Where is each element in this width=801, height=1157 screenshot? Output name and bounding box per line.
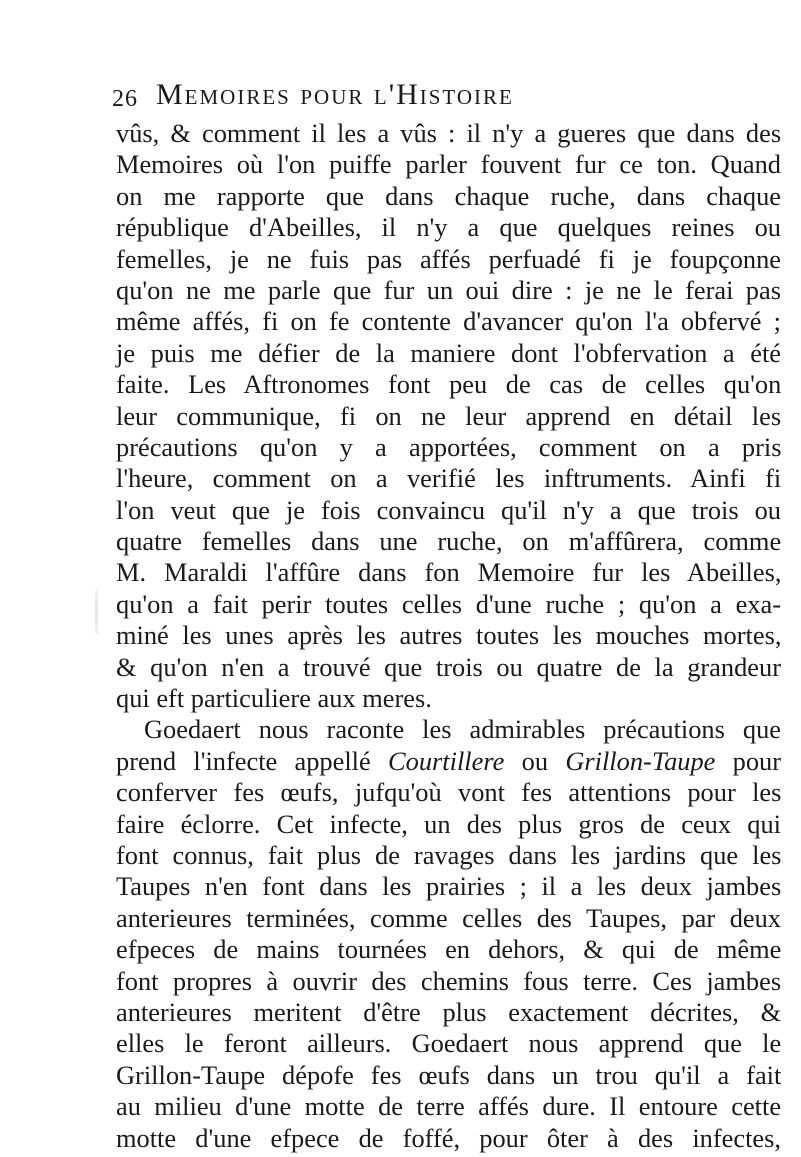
italic-term: Grillon-Taupe	[565, 745, 716, 776]
text-line: femelles, je ne fuis pas affés perfuadé fi je foupçonne	[116, 243, 781, 274]
text-segment: prend l'infecte appellé	[116, 745, 371, 776]
text-line: Memoires où l'on puiffe parler fouvent fur ce ton. Quand	[116, 149, 781, 180]
text-line: font propres à ouvrir des chemins fous terre. Ces jambes	[116, 965, 782, 996]
text-line: anterieures terminées, comme celles des Taupes, par deux	[116, 902, 781, 933]
text-line: république d'Abeilles, il n'y a que quelques reines ou	[116, 212, 781, 243]
text-line: on me rapporte que dans chaque ruche, dans chaque	[116, 180, 781, 211]
text-line: Grillon-Taupe dépofe fes œufs dans un trou qu'il a fait	[116, 1059, 782, 1090]
text-line: vûs, & comment il les a vûs : il n'y a gueres que dans des	[116, 118, 782, 148]
text-line: M. Maraldi l'affûre dans fon Memoire fur les Abeilles,	[116, 557, 782, 588]
text-line: conferver fes œufs, jufqu'où vont fes attentions pour les	[116, 777, 782, 808]
text-line: précautions qu'on y a apportées, comment on a pris	[116, 431, 782, 462]
text-line: Taupes n'en font dans les prairies ; il a les deux jambes	[116, 871, 782, 902]
page-header	[112, 78, 712, 118]
margin-mark	[95, 590, 98, 634]
text-line: qu'on ne me parle que fur un oui dire : je ne le ferai pas	[116, 274, 781, 305]
text-line: efpeces de mains tournées en dehors, & qui de même	[116, 934, 782, 965]
text-line: faire éclorre. Cet infecte, un des plus gros de ceux qui	[116, 808, 781, 839]
text-line: qu'on a fait perir toutes celles d'une ruche ; qu'on a exa-	[116, 588, 781, 619]
text-line: Goedaert nous raconte les admirables précautions que	[144, 714, 781, 745]
text-line: font connus, fait plus de ravages dans les jardins que les	[116, 839, 782, 870]
text-line: quatre femelles dans une ruche, on m'affûrera, comme	[116, 526, 782, 557]
text-line: l'heure, comment on a verifié les inftruments. Ainfi fi	[116, 463, 782, 494]
text-line: motte d'une efpece de foffé, pour ôter à des infectes,	[116, 1122, 781, 1153]
text-line: miné les unes après les autres toutes les mouches mortes,	[116, 620, 782, 651]
text-segment: ou	[504, 745, 566, 776]
text-line: même affés, fi on fe contente d'avancer qu'on l'a obfervé ;	[116, 306, 781, 337]
text-line: je puis me défier de la maniere dont l'obfervation a été	[116, 337, 781, 368]
text-line: au milieu d'une motte de terre affés dure. Il entoure cette	[116, 1091, 782, 1122]
text-line-with-italics	[116, 746, 781, 777]
text-line: l'on veut que je fois convaincu qu'il n'y a que trois ou	[116, 494, 781, 525]
body-text	[116, 118, 781, 1154]
italic-term: Courtillere	[388, 745, 505, 776]
text-line: leur communique, fi on ne leur apprend en détail les	[116, 400, 782, 431]
page-number: 26	[112, 86, 138, 112]
running-head: Memoires pour l'Histoire	[156, 78, 514, 111]
text-segment: pour	[715, 745, 782, 776]
text-line: faite. Les Aftronomes font peu de cas de celles qu'on	[116, 369, 782, 400]
text-line: qui eft particuliere aux meres.	[116, 683, 432, 714]
text-line: elles le feront ailleurs. Goedaert nous apprend que le	[116, 1028, 782, 1059]
text-line: & qu'on n'en a trouvé que trois ou quatre de la grandeur	[116, 651, 781, 682]
text-line: anterieures meritent d'être plus exactement décrites, &	[116, 996, 782, 1027]
